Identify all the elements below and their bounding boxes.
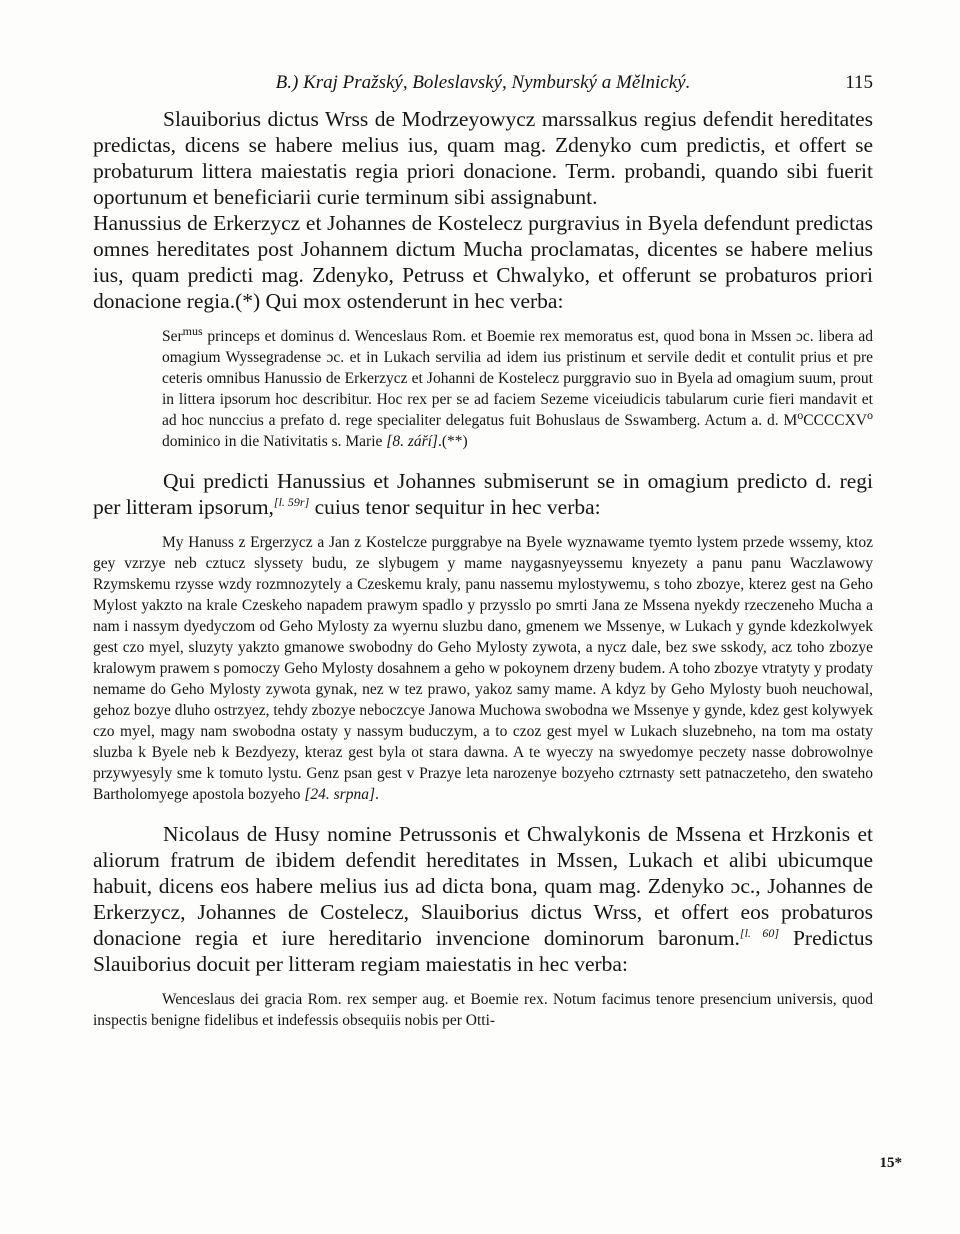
paragraph-nicolaus [93,821,873,977]
paragraph-submiserunt [93,468,873,520]
quotation-sermus [93,323,873,452]
date-annotation: [8. září] [386,433,438,450]
page-header [93,70,873,104]
paragraph-hanussius: Hanussius de Erkerzycz et Johannes de Kostelecz purgravius in Byela defendunt predictas omnes hereditates post Johannem dictum Mucha proclamatas, dicentes se habere melius ius, quam predicti mag. Zdenyko, Petruss et Chwalyko, et offerunt se probaturos priori donacione regia.(*) Qui mox ostenderunt in hec verba: [93,211,873,313]
quotation-year: CCCCXV [803,412,867,429]
page-number: 115 [845,72,873,93]
quotation-sermus-start: Ser [162,328,183,345]
quotation-czech-letter [93,532,873,805]
paragraph-nicolaus-text: Nicolaus de Husy nomine Petrussonis et Chwalykonis de Mssena et Hrzkonis et aliorum fratrum de ibidem defendit hereditates in Mssen, Lukach et alibi ubicumque habuit, dicens eos habere melius ius ad dicta bona, quam mag. Zdenyko ɔc., Johannes de Erkerzycz, Johannes de Costelecz, Slauiborius dictus Wrss, et offert eos probaturos donacione regia et iure hereditario invencione dominorum baronum. [93,822,873,950]
date-annotation-2: [24. srpna] [304,786,375,803]
paragraph-submiserunt-text: Qui predicti Hanussius et Johannes submiserunt se in omagium predicto d. regi per litteram ipsorum, [93,469,873,519]
quotation-wenceslaus: Wenceslaus dei gracia Rom. rex semper aug. et Boemie rex. Notum facimus tenore presencium universis, quod inspectis benigne fidelibus et indefessis obsequiis nobis per Otti- [93,991,873,1029]
superscript-o-1: o [797,407,804,422]
running-title: B.) Kraj Pražský, Boleslavský, Nymburský a Mělnický. [275,72,691,93]
czech-letter-end: . [375,786,379,803]
signature-mark: 15* [879,1155,902,1171]
quotation-sermus-text: princeps et dominus d. Wenceslaus Rom. et Boemie rex memoratus est, quod bona in Mssen ɔc. libera ad omagium Wyssegradense ɔc. et in Lukach servilia ad idem ius pristinum et servile dedit et contulit prius et pre ceteris omnibus Hanussio de Erkerzycz et Johanni de Kostelecz purggravio suo in Byela ad omagium suum, prout in littera ipsorum hoc describitur. Hoc rex per se ad faciem Sezeme viceiudicis tabularum curie fieri mandavit et ad hoc nunccius a prefato d. rege specialiter delegatus fuit Bohuslaus de Sswamberg. Actum a. d. M [162,328,873,429]
folio-reference-2: [l. 60] [739,925,780,940]
superscript-o-2: o [867,407,873,422]
folio-reference: [l. 59r] [273,494,310,509]
footnote-mark: .(**) [437,433,468,450]
paragraph-nicolaus-end: Predictus Slauiborius docuit per litteram regiam maiestatis in hec verba: [93,926,873,976]
superscript-mus: mus [182,323,203,338]
paragraph-submiserunt-end: cuius tenor sequitur in hec verba: [309,495,601,519]
quotation-sermus-end: dominico in die Nativitatis s. Marie [162,433,387,450]
czech-letter-text: My Hanuss z Ergerzycz a Jan z Kostelcze purggrabye na Byele wyznawame tyemto lystem przede wssemy, ktoz gey vzrzye neb cztucz slyssety budu, ze slybugem y mame naygasnyeyssemu knyezety a panu panu Waczlawowy Rzymskemu rzysse wzdy rozmnozytely a Czeskemu kraly, panu nassemu mylostywemu, s toho zbozye, kterez gest na Geho Mylost yakzto na krale Czeskeho napadem prawym spadlo y przysslo po smrti Jana ze Mssena nyekdy rzeczeneho Mucha a nam i nassym dyedyczom od Geho Mylosty za wyernu sluzbu dano, gmenem we Mssenye, w Lukach y gynde kdezkolwyek gest czo myel, sluzyty yakzto gmanowe swobodny do Geho Mylosty zywota, a nycz dale, bez swe sskody, acz toho zbozye kralowym prawem s pomoczy Geho Mylosty dosahnem a geho w pokoynem drzeny budem. A toho zbozye vtratyty y prodaty nemame do Geho Mylosty zywota gynak, nez w tez prawo, yakoz samy mame. A kdyz by Geho Mylosty buoh neuchowal, gehoz bozye dluho ostrzyez, tehdy zbozye neboczcye Janowa Muchowa swobodna we Mssenye y gynde, kdez gest kolywyek czo myel, magy nam swobodna ostaty y nassym buduczym, a to czoz gest myel w Lukach sluzebneho, na tom ma ostaty sluzba k Byele neb k Bezdyezy, kteraz gest byla ot stara dawna. A te wyeczy na swyedomye peczety nasse dobrowolnye przywyesyly sme k tomuto lystu. Genz psan gest v Prazye leta narozenye bozyeho cztrnasty sett patnaczeteho, den swateho Bartholomyege apostola bozyeho [93,534,873,803]
document-page [93,70,873,1031]
paragraph-slauiborius: Slauiborius dictus Wrss de Modrzeyowycz marssalkus regius defendit hereditates predictas, dicens se habere melius ius, quam mag. Zdenyko cum predictis, et offert se probaturum littera maiestatis regia priori donacione. Term. probandi, quando sibi fuerit oportunum et beneficiarii curie terminum sibi assignabunt. [93,107,873,209]
